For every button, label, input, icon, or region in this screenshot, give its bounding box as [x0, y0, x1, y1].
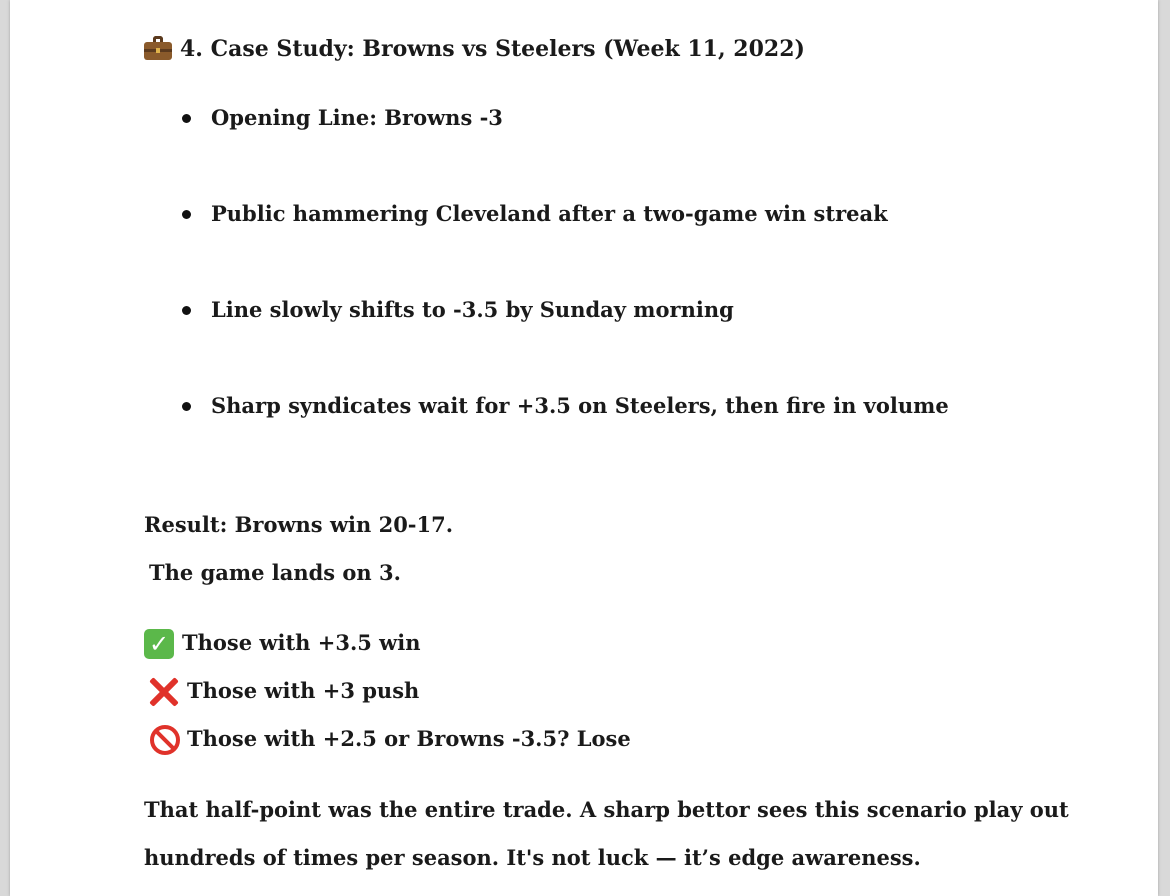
- bullet-dot: [182, 114, 191, 123]
- conclusion-line: That half-point was the entire trade. A sharp bettor sees this scenario play out: [144, 797, 1069, 822]
- outcome-lose: Those with +2.5 or Browns -3.5? Lose: [187, 726, 631, 751]
- section-heading: [144, 36, 805, 60]
- bullet-item: Line slowly shifts to -3.5 by Sunday morning: [211, 297, 734, 322]
- bullet-item: Opening Line: Browns -3: [211, 105, 503, 130]
- briefcase-icon: [144, 36, 172, 60]
- bullet-item: Sharp syndicates wait for +3.5 on Steelers, then fire in volume: [211, 393, 949, 418]
- result-line: Result: Browns win 20-17.: [144, 512, 454, 537]
- heading-text: 4. Case Study: Browns vs Steelers (Week 11, 2022): [180, 36, 805, 62]
- cross-mark-icon: [148, 676, 180, 708]
- check-mark-icon: ✓: [144, 629, 174, 659]
- bullet-dot: [182, 210, 191, 219]
- result-detail: The game lands on 3.: [149, 560, 401, 585]
- conclusion-line: hundreds of times per season. It's not luck — it’s edge awareness.: [144, 845, 921, 870]
- outcome-win: Those with +3.5 win: [182, 630, 421, 655]
- outcome-push: Those with +3 push: [187, 678, 420, 703]
- bullet-dot: [182, 402, 191, 411]
- bullet-dot: [182, 306, 191, 315]
- bullet-item: Public hammering Cleveland after a two-game win streak: [211, 201, 888, 226]
- document-page: [10, 0, 1158, 896]
- prohibited-icon: [150, 725, 180, 755]
